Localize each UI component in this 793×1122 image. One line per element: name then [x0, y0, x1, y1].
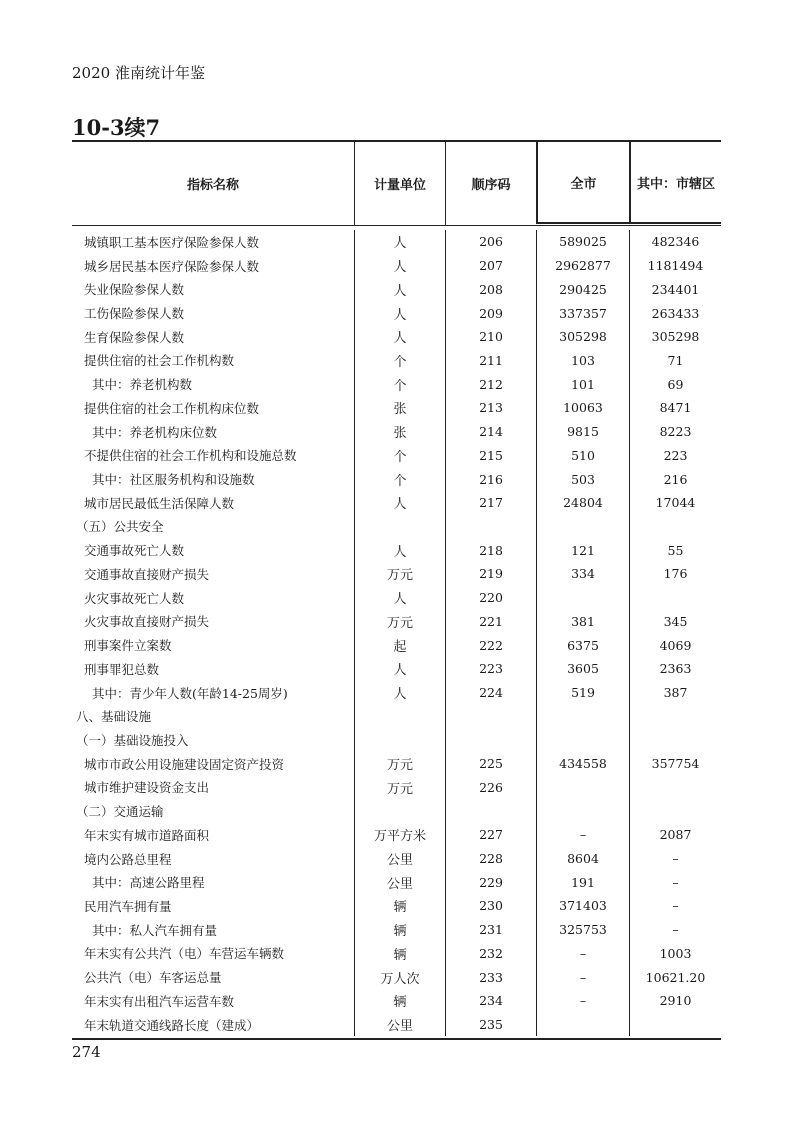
row-urban-value: 387 [629, 681, 721, 705]
row-indicator-name: 公共汽（电）车客运总量 [84, 970, 222, 986]
row-indicator-name: 其中：私人汽车拥有量 [92, 922, 218, 938]
row-code: 222 [445, 633, 536, 657]
row-urban-value: 10621.20 [629, 965, 721, 989]
table-row [72, 443, 721, 467]
row-all-city-value: 337357 [536, 301, 629, 325]
row-urban-value: 1003 [629, 942, 721, 966]
row-indicator-name: 失业保险参保人数 [84, 282, 185, 298]
row-all-city-value: 101 [536, 372, 629, 396]
row-indicator-name: 其中：社区服务机构和设施数 [92, 472, 255, 488]
row-unit: 万元 [354, 610, 445, 634]
row-unit: 人 [354, 230, 445, 254]
row-indicator-name: 城市居民最低生活保障人数 [84, 495, 235, 511]
table-row [72, 633, 721, 657]
row-code: 224 [445, 681, 536, 705]
row-code: 210 [445, 325, 536, 349]
row-code: 231 [445, 918, 536, 942]
table-row [72, 491, 721, 515]
row-all-city-value [536, 704, 629, 728]
row-all-city-value [536, 515, 629, 539]
row-code: 216 [445, 467, 536, 491]
row-code: 215 [445, 443, 536, 467]
table-body [72, 226, 721, 1038]
row-urban-value: 17044 [629, 491, 721, 515]
row-unit: 辆 [354, 942, 445, 966]
row-all-city-value: 334 [536, 562, 629, 586]
row-code: 229 [445, 870, 536, 894]
row-all-city-value: 191 [536, 870, 629, 894]
row-unit: 辆 [354, 918, 445, 942]
row-indicator-name: 不提供住宿的社会工作机构和设施总数 [84, 448, 297, 464]
row-unit: 个 [354, 372, 445, 396]
table-row [72, 254, 721, 278]
table-row [72, 894, 721, 918]
row-urban-value: 71 [629, 349, 721, 373]
row-all-city-value: 290425 [536, 277, 629, 301]
row-all-city-value [536, 586, 629, 610]
table-row [72, 989, 721, 1013]
row-all-city-value: – [536, 942, 629, 966]
row-unit: 人 [354, 491, 445, 515]
row-urban-value: – [629, 894, 721, 918]
header-code: 顺序码 [445, 142, 536, 225]
row-all-city-value: 10063 [536, 396, 629, 420]
table-row [72, 918, 721, 942]
row-urban-value: – [629, 847, 721, 871]
row-indicator-name: 其中：青少年人数(年龄14-25周岁) [92, 685, 288, 701]
row-indicator-name: 交通事故死亡人数 [84, 543, 185, 559]
row-code: 228 [445, 847, 536, 871]
row-all-city-value: 3605 [536, 657, 629, 681]
row-unit: 万人次 [354, 965, 445, 989]
row-all-city-value: – [536, 823, 629, 847]
row-urban-value [629, 799, 721, 823]
row-unit: 公里 [354, 847, 445, 871]
row-indicator-name: 境内公路总里程 [84, 851, 172, 867]
row-urban-value: 234401 [629, 277, 721, 301]
row-all-city-value [536, 776, 629, 800]
header-unit: 计量单位 [354, 142, 445, 225]
row-urban-value [629, 704, 721, 728]
row-unit: 万平方米 [354, 823, 445, 847]
row-urban-value: 263433 [629, 301, 721, 325]
row-unit: 人 [354, 657, 445, 681]
row-all-city-value [536, 728, 629, 752]
row-unit: 人 [354, 586, 445, 610]
row-indicator-name: 城市市政公用设施建设固定资产投资 [84, 756, 285, 772]
row-unit: 人 [354, 254, 445, 278]
table-row [72, 728, 721, 752]
row-all-city-value [536, 799, 629, 823]
row-unit: 张 [354, 420, 445, 444]
row-indicator-name: 年末实有城市道路面积 [84, 827, 210, 843]
row-code: 207 [445, 254, 536, 278]
row-indicator-name: 工伤保险参保人数 [84, 306, 185, 322]
row-code: 223 [445, 657, 536, 681]
row-code: 213 [445, 396, 536, 420]
table-number: 10-3续7 [72, 115, 161, 140]
header-indicator-name: 指标名称 [186, 178, 239, 193]
row-urban-value [629, 728, 721, 752]
table-row [72, 396, 721, 420]
row-urban-value [629, 1013, 721, 1037]
row-urban-value: 216 [629, 467, 721, 491]
row-unit: 辆 [354, 894, 445, 918]
row-code: 220 [445, 586, 536, 610]
row-unit: 张 [354, 396, 445, 420]
row-unit: 万元 [354, 752, 445, 776]
row-code: 227 [445, 823, 536, 847]
row-urban-value: 2363 [629, 657, 721, 681]
header-all-city: 全市 [536, 142, 629, 224]
table-row [72, 610, 721, 634]
table-row [72, 420, 721, 444]
table-row [72, 823, 721, 847]
table-row [72, 538, 721, 562]
row-code: 217 [445, 491, 536, 515]
row-indicator-name: 年末实有公共汽（电）车营运车辆数 [84, 946, 285, 962]
table-row [72, 752, 721, 776]
row-unit: 辆 [354, 989, 445, 1013]
row-urban-value [629, 515, 721, 539]
row-indicator-name: 城市维护建设资金支出 [84, 780, 210, 796]
row-indicator-name: 年末轨道交通线路长度（建成） [84, 1017, 260, 1033]
row-code: 226 [445, 776, 536, 800]
row-code: 219 [445, 562, 536, 586]
table-row [72, 847, 721, 871]
table-row [72, 301, 721, 325]
row-unit [354, 704, 445, 728]
running-head: 2020 淮南统计年鉴 [72, 64, 205, 82]
row-code: 221 [445, 610, 536, 634]
row-indicator-name: （一）基础设施投入 [76, 732, 189, 748]
table-row [72, 657, 721, 681]
row-urban-value: 345 [629, 610, 721, 634]
row-unit: 万元 [354, 562, 445, 586]
row-unit [354, 515, 445, 539]
row-urban-value: 4069 [629, 633, 721, 657]
row-indicator-name: 城镇职工基本医疗保险参保人数 [84, 234, 260, 250]
table-row [72, 372, 721, 396]
table-row [72, 965, 721, 989]
row-all-city-value: 2962877 [536, 254, 629, 278]
table-row [72, 586, 721, 610]
row-indicator-name: 生育保险参保人数 [84, 329, 185, 345]
row-all-city-value: 381 [536, 610, 629, 634]
row-indicator-name: 提供住宿的社会工作机构数 [84, 353, 235, 369]
row-unit: 人 [354, 325, 445, 349]
row-all-city-value: 510 [536, 443, 629, 467]
row-unit [354, 728, 445, 752]
row-unit: 公里 [354, 1013, 445, 1037]
table-row [72, 1013, 721, 1037]
row-unit: 个 [354, 467, 445, 491]
row-indicator-name: 年末实有出租汽车运营车数 [84, 993, 235, 1009]
table-row [72, 515, 721, 539]
row-unit: 人 [354, 681, 445, 705]
row-unit: 个 [354, 349, 445, 373]
row-unit [354, 799, 445, 823]
row-urban-value: 69 [629, 372, 721, 396]
row-indicator-name: 其中：高速公路里程 [92, 875, 205, 891]
table-row [72, 776, 721, 800]
row-indicator-name: （二）交通运输 [76, 804, 164, 820]
row-all-city-value: 589025 [536, 230, 629, 254]
row-urban-value: 8471 [629, 396, 721, 420]
row-code: 234 [445, 989, 536, 1013]
row-indicator-name: 刑事罪犯总数 [84, 661, 160, 677]
row-all-city-value: 434558 [536, 752, 629, 776]
row-unit: 个 [354, 443, 445, 467]
row-all-city-value: 121 [536, 538, 629, 562]
row-urban-value: 223 [629, 443, 721, 467]
row-code [445, 704, 536, 728]
table-row [72, 277, 721, 301]
row-all-city-value: 24804 [536, 491, 629, 515]
header-urban-districts: 其中：市辖区 [629, 142, 721, 224]
row-code: 218 [445, 538, 536, 562]
row-code: 225 [445, 752, 536, 776]
row-code: 209 [445, 301, 536, 325]
row-unit: 公里 [354, 870, 445, 894]
row-code: 214 [445, 420, 536, 444]
row-urban-value: 2910 [629, 989, 721, 1013]
row-indicator-name: 提供住宿的社会工作机构床位数 [84, 400, 260, 416]
row-urban-value: 176 [629, 562, 721, 586]
table-row [72, 325, 721, 349]
row-all-city-value [536, 1013, 629, 1037]
row-urban-value: 482346 [629, 230, 721, 254]
table-row [72, 942, 721, 966]
row-unit: 起 [354, 633, 445, 657]
table-row [72, 681, 721, 705]
row-urban-value [629, 586, 721, 610]
row-unit: 人 [354, 538, 445, 562]
row-code: 206 [445, 230, 536, 254]
page-number: 274 [72, 1043, 101, 1061]
table-row [72, 799, 721, 823]
table-header [72, 142, 721, 226]
row-all-city-value: 9815 [536, 420, 629, 444]
row-all-city-value: 6375 [536, 633, 629, 657]
row-urban-value [629, 776, 721, 800]
row-code [445, 515, 536, 539]
row-all-city-value: 8604 [536, 847, 629, 871]
row-indicator-name: 其中：养老机构床位数 [92, 424, 218, 440]
row-code: 211 [445, 349, 536, 373]
row-all-city-value: 371403 [536, 894, 629, 918]
row-all-city-value: 103 [536, 349, 629, 373]
table-row [72, 562, 721, 586]
row-indicator-name: 交通事故直接财产损失 [84, 566, 210, 582]
statistics-table [72, 140, 721, 1040]
row-urban-value: 357754 [629, 752, 721, 776]
table-row [72, 870, 721, 894]
row-code [445, 728, 536, 752]
row-indicator-name: 火灾事故直接财产损失 [84, 614, 210, 630]
row-code: 233 [445, 965, 536, 989]
row-all-city-value: 503 [536, 467, 629, 491]
row-urban-value: 305298 [629, 325, 721, 349]
row-unit: 万元 [354, 776, 445, 800]
row-unit: 人 [354, 277, 445, 301]
row-code: 232 [445, 942, 536, 966]
row-urban-value: 55 [629, 538, 721, 562]
row-urban-value: 2087 [629, 823, 721, 847]
table-row [72, 349, 721, 373]
row-indicator-name: 民用汽车拥有量 [84, 898, 172, 914]
row-indicator-name: 城乡居民基本医疗保险参保人数 [84, 258, 260, 274]
row-urban-value: 8223 [629, 420, 721, 444]
table-row [72, 230, 721, 254]
row-indicator-name: 火灾事故死亡人数 [84, 590, 185, 606]
row-all-city-value: – [536, 989, 629, 1013]
table-row [72, 704, 721, 728]
row-all-city-value: 305298 [536, 325, 629, 349]
row-indicator-name: 刑事案件立案数 [84, 638, 172, 654]
row-all-city-value: 519 [536, 681, 629, 705]
row-all-city-value: 325753 [536, 918, 629, 942]
row-all-city-value: – [536, 965, 629, 989]
row-indicator-name: 其中：养老机构数 [92, 377, 193, 393]
row-urban-value: 1181494 [629, 254, 721, 278]
row-code: 230 [445, 894, 536, 918]
row-unit: 人 [354, 301, 445, 325]
row-urban-value: – [629, 870, 721, 894]
row-urban-value: – [629, 918, 721, 942]
row-code: 212 [445, 372, 536, 396]
row-indicator-name: （五）公共安全 [76, 519, 164, 535]
row-code [445, 799, 536, 823]
row-code: 208 [445, 277, 536, 301]
row-code: 235 [445, 1013, 536, 1037]
row-indicator-name: 八、基础设施 [76, 709, 152, 725]
table-row [72, 467, 721, 491]
